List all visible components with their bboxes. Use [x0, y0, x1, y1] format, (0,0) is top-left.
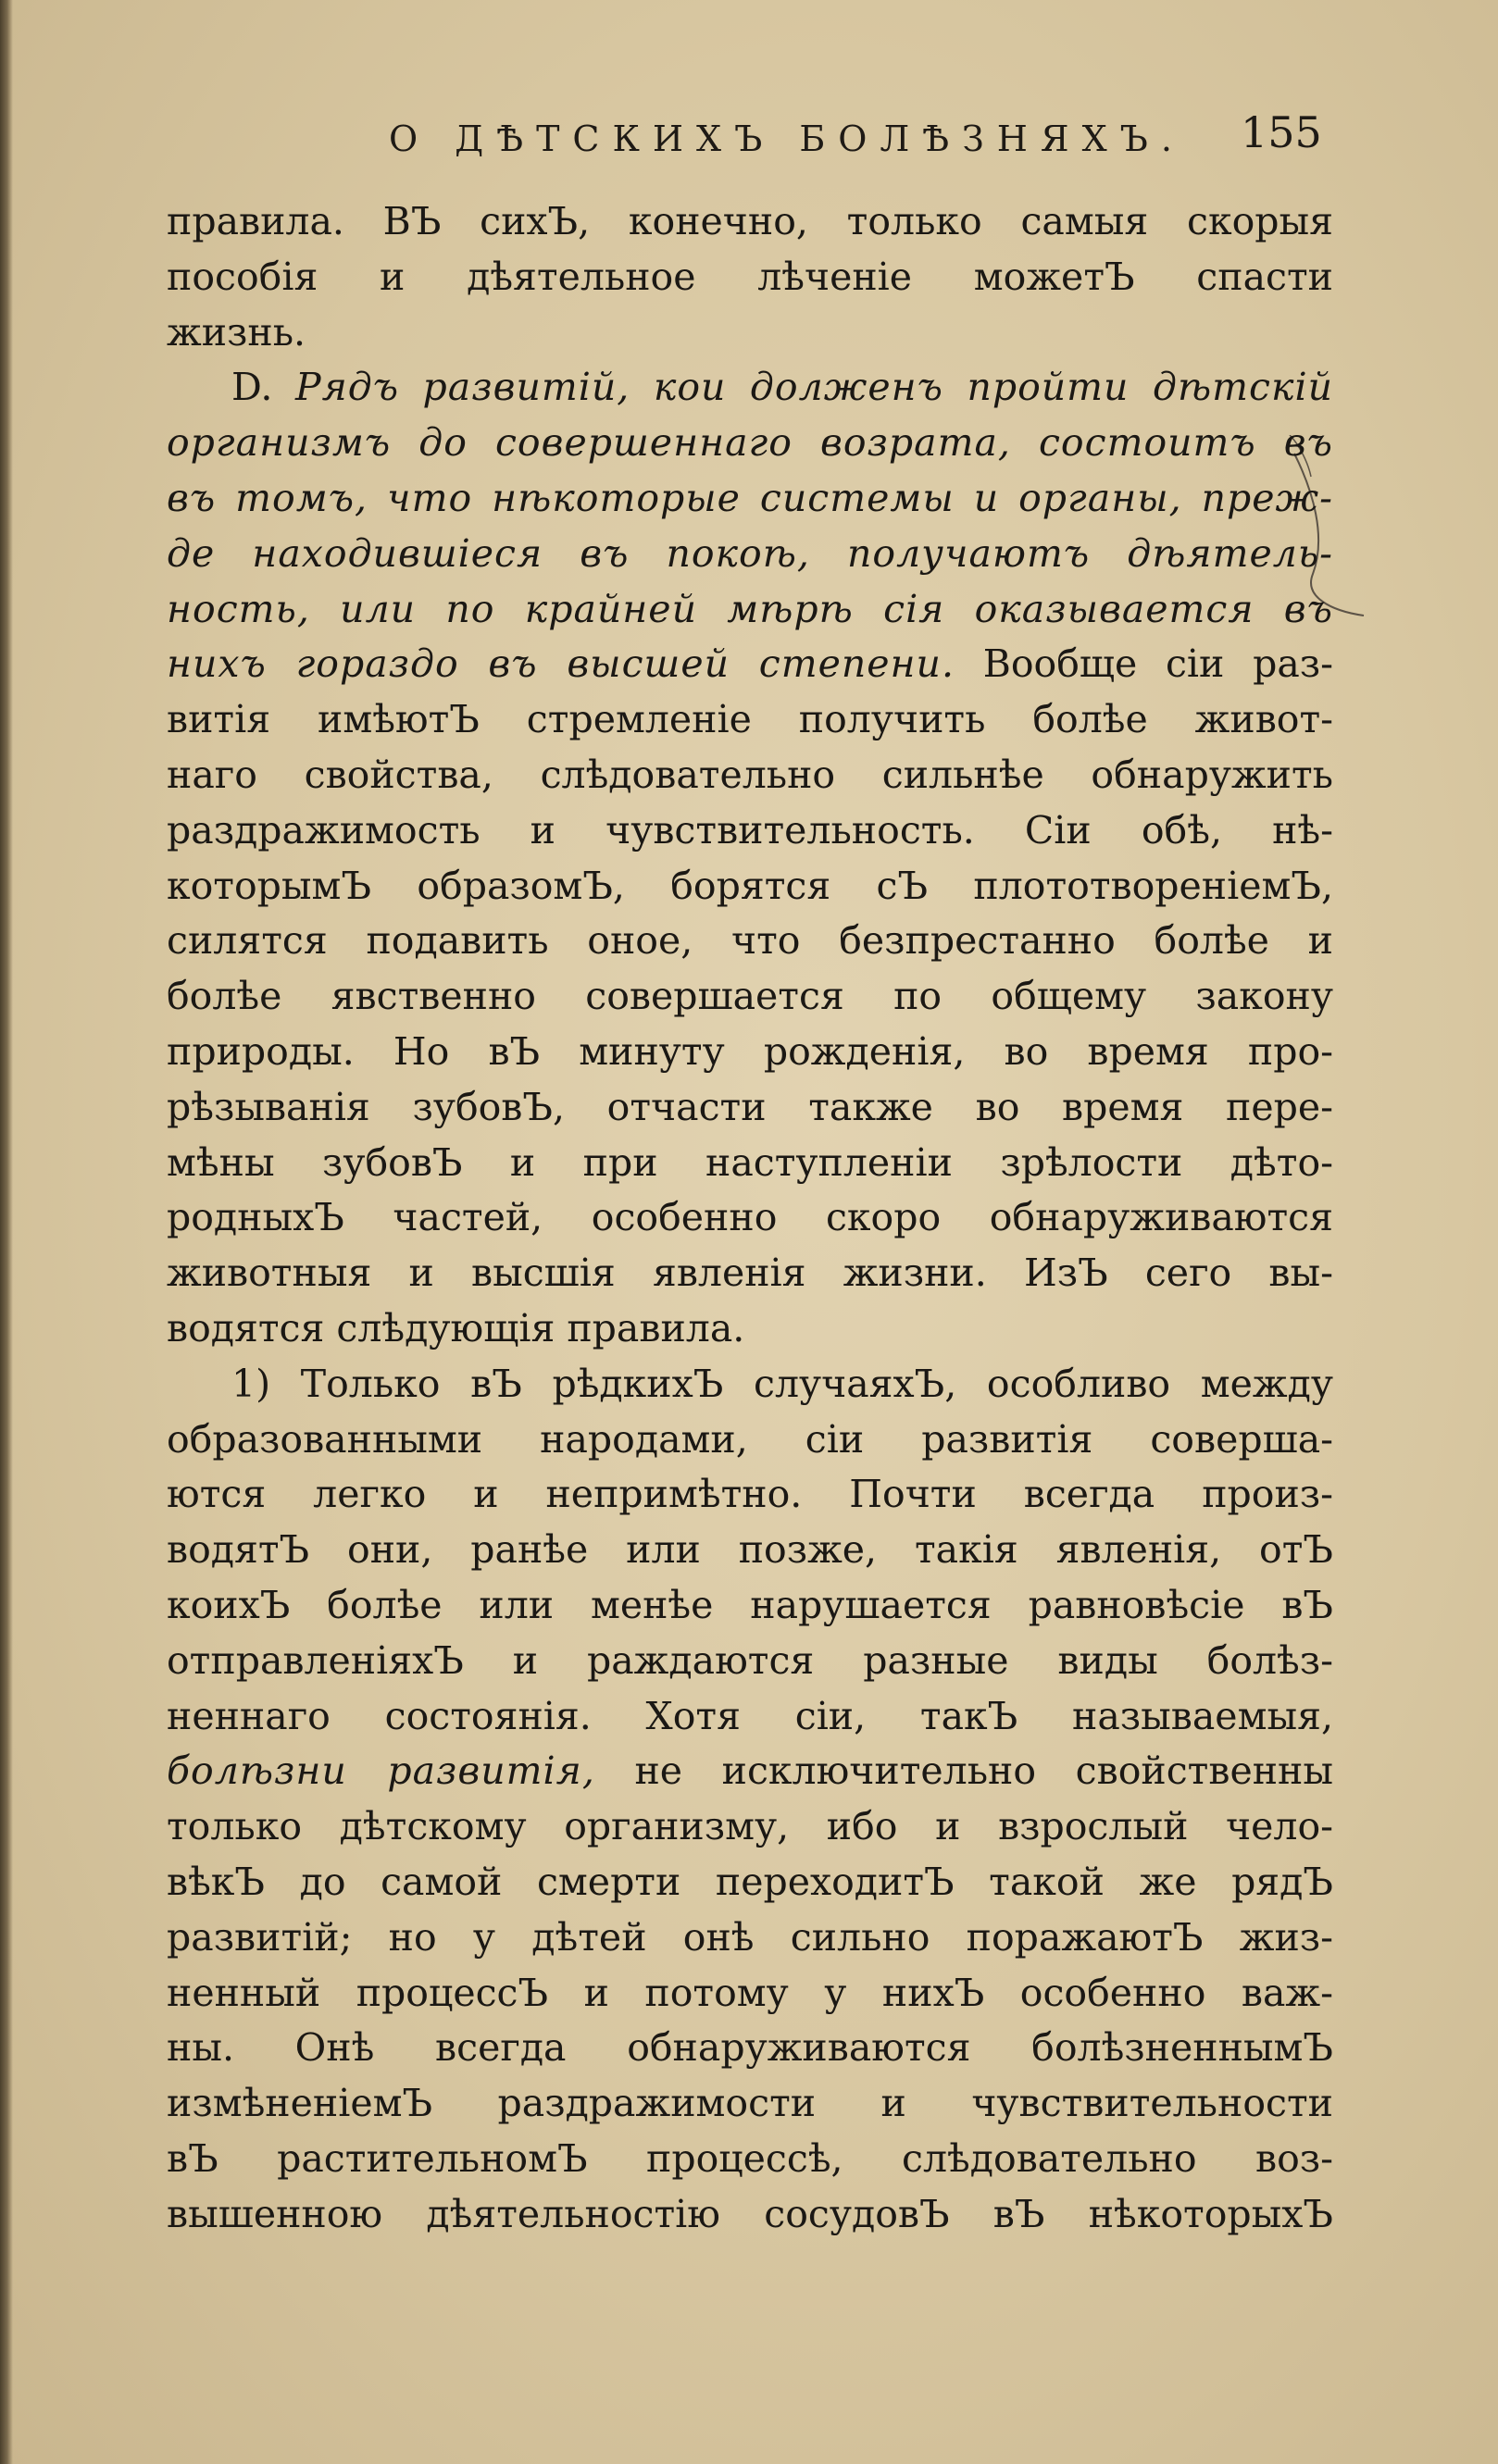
- text-line: ны. Онѣ всегда обнаруживаются болѣзненнымЪ: [167, 2025, 1333, 2071]
- text-line: жизнь.: [167, 309, 306, 355]
- text-line: измѣненіемЪ раздражимости и чувствительности: [167, 2081, 1333, 2126]
- text-line: болѣе явственно совершается по общему закону: [167, 974, 1333, 1019]
- text-line: только дѣтскому организму, ибо и взрослый чело-: [167, 1804, 1333, 1849]
- text-line: ность, или по крайней мѣрѣ сія оказывается въ: [167, 586, 1333, 631]
- text-line: вѣкЪ до самой смерти переходитЪ такой же рядЪ: [167, 1859, 1333, 1904]
- text-line: развитій; но у дѣтей онѣ сильно поражаютЪ жиз-: [167, 1914, 1333, 1960]
- text-line: которымЪ образомЪ, борятся сЪ плототвореніемЪ,: [167, 863, 1333, 908]
- text-line: болѣзни развитія, не исключительно свойственны: [167, 1748, 1333, 1794]
- text-line: силятся подавить оное, что безпрестанно болѣе и: [167, 918, 1333, 964]
- text-line: вЪ растительномЪ процессѣ, слѣдовательно воз-: [167, 2135, 1333, 2181]
- text-line: неннаго состоянія. Хотя сіи, такЪ называемыя,: [167, 1693, 1333, 1738]
- text-line: отправленіяхЪ и раждаются разные виды болѣз-: [167, 1637, 1333, 1683]
- text-line: природы. Но вЪ минуту рожденія, во время про-: [167, 1028, 1333, 1074]
- text-line: водятЪ они, ранѣе или позже, такія явленія, отЪ: [167, 1527, 1333, 1573]
- text-line: де находившіеся въ покоѣ, получаютъ дѣятель-: [167, 530, 1333, 576]
- text-line: образованными народами, сіи развитія соверша-: [167, 1416, 1333, 1462]
- text-line: ются легко и непримѣтно. Почти всегда произ-: [167, 1472, 1333, 1517]
- text-line: раздражимость и чувствительность. Сіи обѣ, нѣ-: [167, 807, 1333, 852]
- text-line: въ томъ, что нѣкоторые системы и органы, преж-: [167, 475, 1333, 520]
- text-line: коихЪ болѣе или менѣе нарушается равновѣсіе вЪ: [167, 1582, 1333, 1627]
- body-text: [167, 194, 1333, 2242]
- text-line: нихъ гораздо въ высшей степени. Вообще сіи раз-: [167, 641, 1333, 687]
- text-line: мѣны зубовЪ и при наступленіи зрѣлости дѣто-: [167, 1139, 1333, 1185]
- text-line: организмъ до совершеннаго возрата, состоитъ въ: [167, 420, 1333, 466]
- text-line: пособія и дѣятельное лѣченіе можетЪ спасти: [167, 254, 1333, 299]
- text-line: правила. ВЪ сихЪ, конечно, только самыя скорыя: [167, 199, 1333, 243]
- text-line: витія имѣютЪ стремленіе получить болѣе живот-: [167, 697, 1333, 742]
- text-line: наго свойства, слѣдовательно сильнѣе обнаружить: [167, 752, 1333, 797]
- text-line: 1) Только вЪ рѣдкихЪ случаяхЪ, особливо между: [231, 1361, 1333, 1406]
- text-line: водятся слѣдующія правила.: [167, 1305, 745, 1350]
- text-line: ненный процессЪ и потому у нихЪ особенно важ-: [167, 1970, 1333, 2015]
- text-line: D. Рядъ развитій, кои долженъ пройти дѣтскій: [231, 365, 1333, 410]
- text-line: рѣзыванія зубовЪ, отчасти также во время пере-: [167, 1084, 1333, 1129]
- text-line: животныя и высшія явленія жизни. ИзЪ сего вы-: [167, 1251, 1333, 1296]
- page-number: 155: [1241, 107, 1322, 157]
- running-head: О ДѢТСКИХЪ БОЛѢЗНЯХЪ.: [389, 118, 1185, 159]
- text-line: вышенною дѣятельностію сосудовЪ вЪ нѣкоторыхЪ: [167, 2191, 1333, 2236]
- binding-edge: [0, 0, 13, 2464]
- text-line: родныхЪ частей, особенно скоро обнаруживаются: [167, 1195, 1333, 1240]
